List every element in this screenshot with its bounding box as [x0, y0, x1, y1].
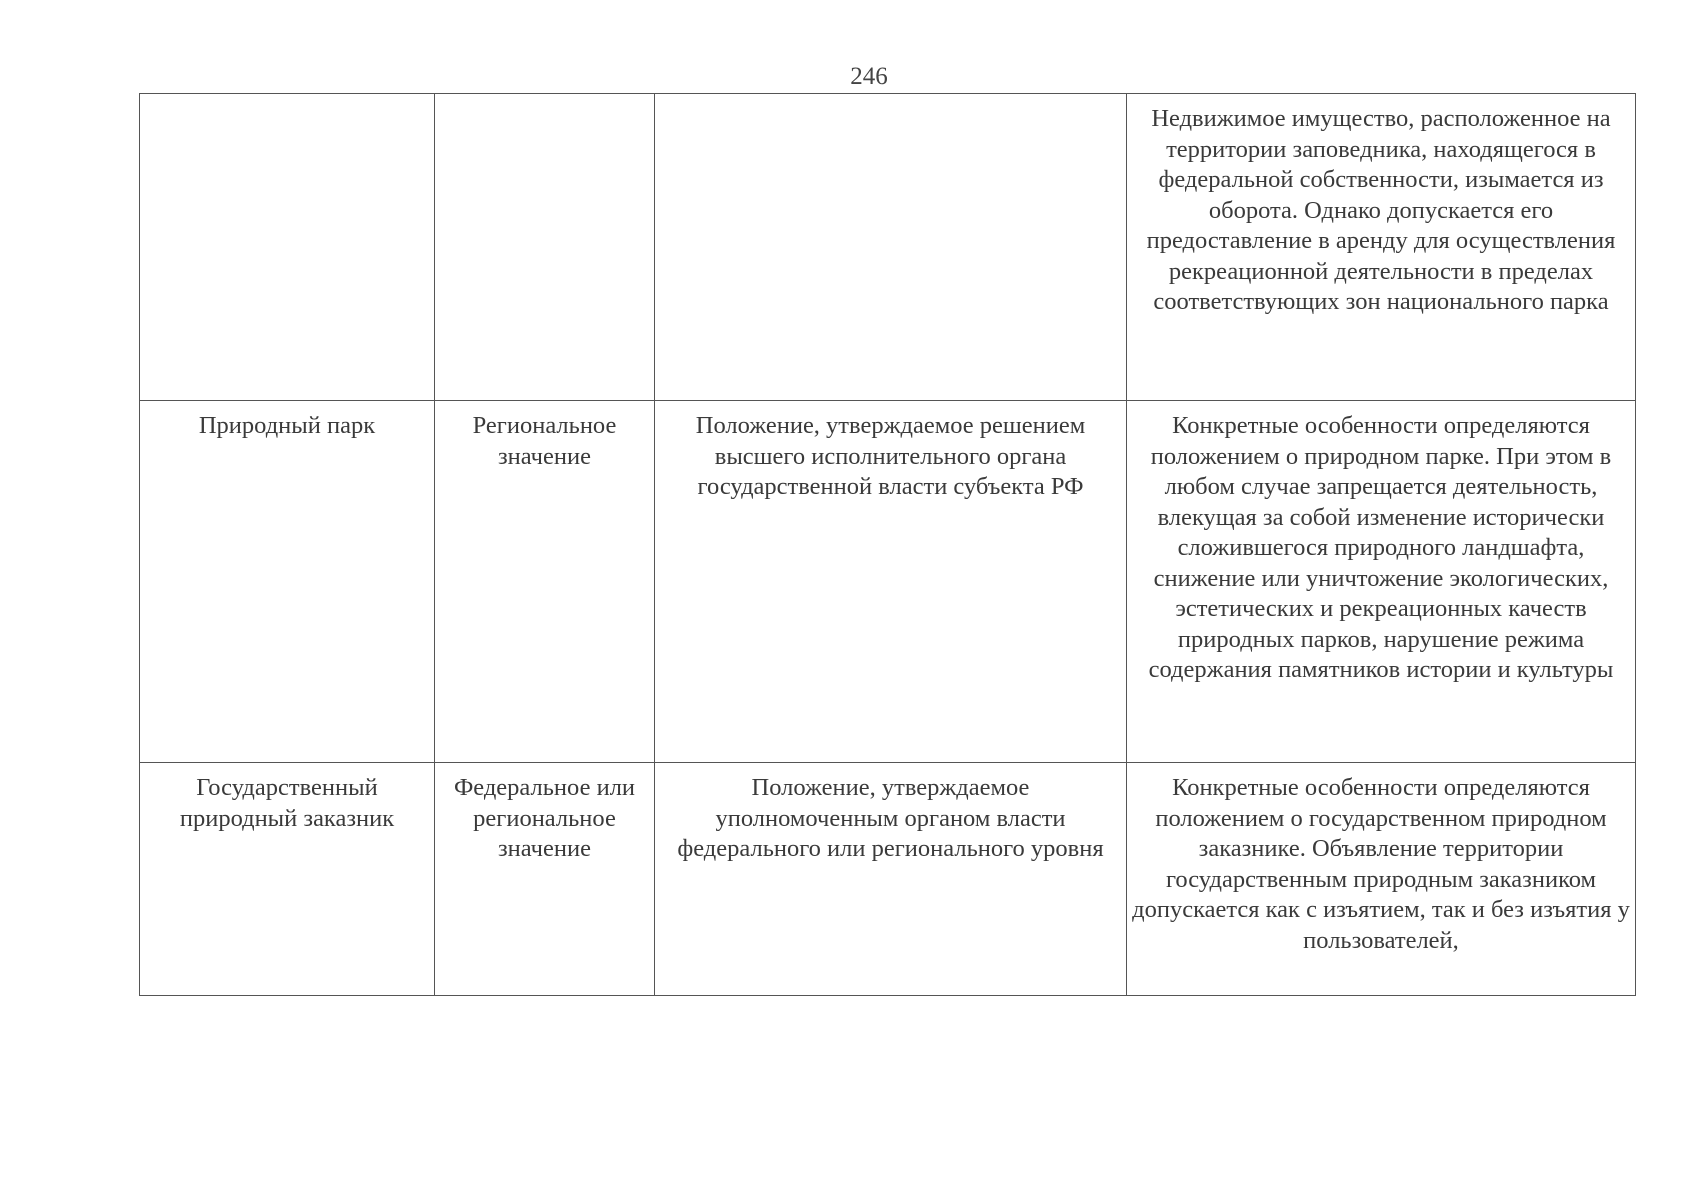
cell-features: Недвижимое имущество, расположенное на территории заповедника, находящегося в федеральной собственности, изымается из оборота. Однако допускается его предоставление в аренду для осуществления рекреационной деятельности в пределах соответствующих зон национального парка	[1127, 94, 1636, 401]
cell-features: Конкретные особенности определяются положением о природном парке. При этом в любом случае запрещается деятельность, влекущая за собой изменение исторически сложившегося природного ландшафта, снижение или уничтожение экологических, эстетических и рекреационных качеств природных парков, нарушение режима содержания памятников истории и культуры	[1127, 401, 1636, 763]
cell-status: Региональное значение	[435, 401, 655, 763]
table-row	[140, 94, 1636, 401]
cell-name: Государственный природный заказник	[140, 763, 435, 996]
cell-features: Конкретные особенности определяются положением о государственном природном заказнике. Объявление территории государственным природным заказником допускается как с изъятием, так и без изъятия у пользователей,	[1127, 763, 1636, 996]
table-row	[140, 401, 1636, 763]
cell-regulation: Положение, утверждаемое решением высшего исполнительного органа государственной власти субъекта РФ	[655, 401, 1127, 763]
cell-status: Федеральное или региональное значение	[435, 763, 655, 996]
cell-status	[435, 94, 655, 401]
cell-regulation: Положение, утверждаемое уполномоченным органом власти федерального или регионального уровня	[655, 763, 1127, 996]
table-row	[140, 763, 1636, 996]
cell-name	[140, 94, 435, 401]
cell-name: Природный парк	[140, 401, 435, 763]
protected-areas-table	[139, 93, 1636, 996]
cell-regulation	[655, 94, 1127, 401]
page-number: 246	[850, 63, 888, 90]
